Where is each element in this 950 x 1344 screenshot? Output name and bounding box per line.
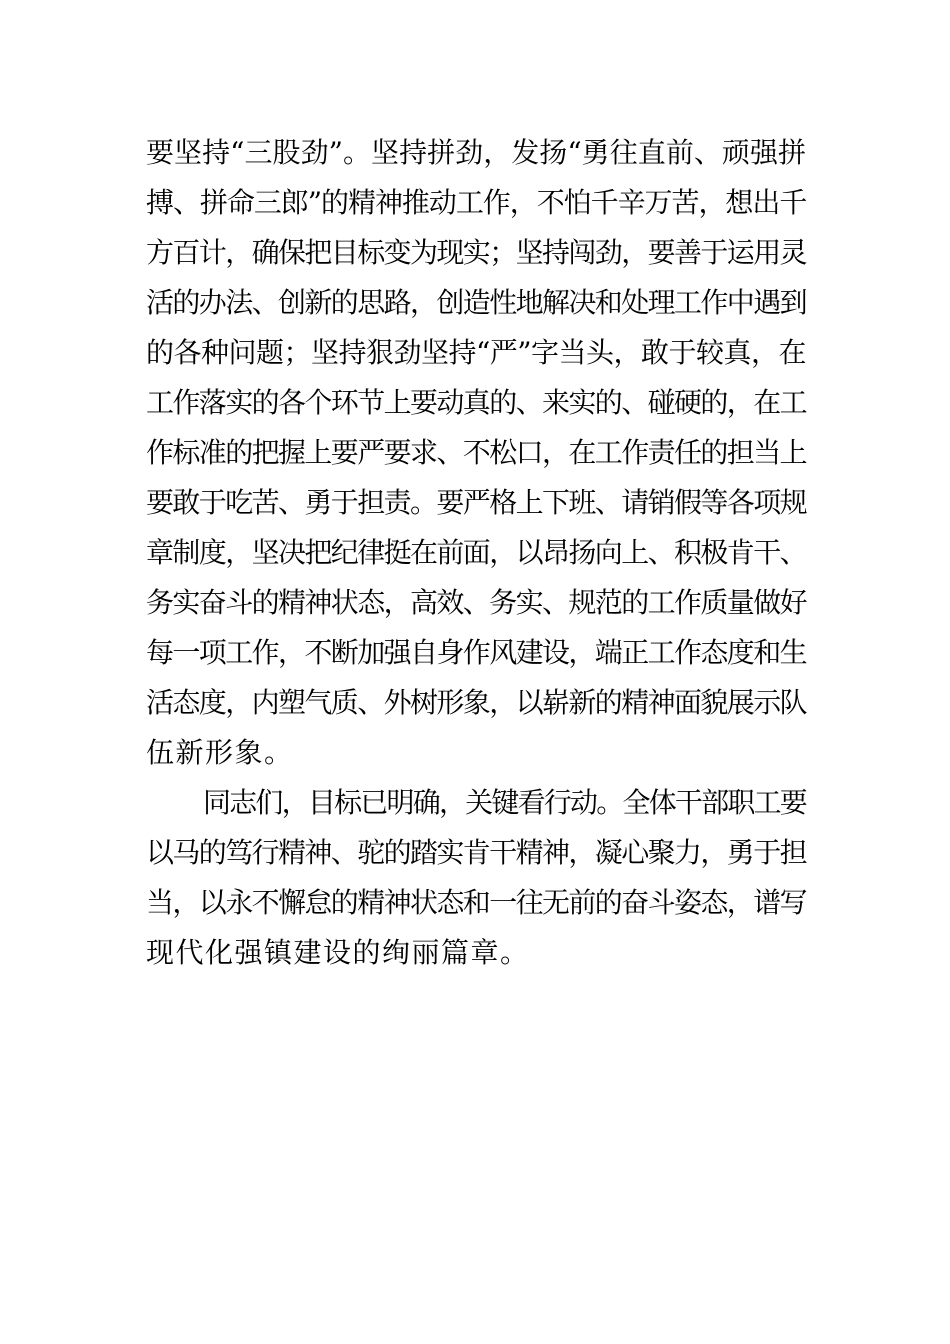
text-line: 同志们，目标已明确，关键看行动。全体干部职工要 [203, 786, 807, 819]
text-line: 的各种问题；坚持狠劲坚持“严”字当头，敢于较真，在 [146, 336, 806, 369]
text-line: 要坚持“三股劲”。坚持拼劲，发扬“勇往直前、顽强拼 [146, 136, 806, 169]
text-line: 以马的笃行精神、驼的踏实肯干精神，凝心聚力，勇于担 [146, 836, 807, 869]
text-line: 工作落实的各个环节上要动真的、来实的、碰硬的，在工 [146, 386, 807, 419]
document-body [146, 128, 806, 978]
paragraph-2 [146, 778, 806, 978]
text-line: 活态度，内塑气质、外树形象，以崭新的精神面貌展示队 [146, 686, 807, 719]
paragraph-1 [146, 128, 806, 778]
text-line: 作标准的把握上要严要求、不松口，在工作责任的担当上 [146, 436, 807, 469]
text-line: 当，以永不懈怠的精神状态和一往无前的奋斗姿态，谱写 [146, 886, 807, 919]
text-line: 每一项工作，不断加强自身作风建设，端正工作态度和生 [146, 636, 807, 669]
text-line: 搏、拼命三郎”的精神推动工作，不怕千辛万苦，想出千 [146, 186, 807, 219]
text-line: 章制度，坚决把纪律挺在前面，以昂扬向上、积极肯干、 [146, 536, 807, 569]
text-line: 现代化强镇建设的绚丽篇章。 [146, 936, 530, 969]
text-line: 伍新形象。 [146, 736, 294, 769]
text-line: 务实奋斗的精神状态，高效、务实、规范的工作质量做好 [146, 586, 807, 619]
text-line: 活的办法、创新的思路，创造性地解决和处理工作中遇到 [146, 286, 807, 319]
text-line: 要敢于吃苦、勇于担责。要严格上下班、请销假等各项规 [146, 486, 807, 519]
text-line: 方百计，确保把目标变为现实；坚持闯劲，要善于运用灵 [146, 236, 807, 269]
